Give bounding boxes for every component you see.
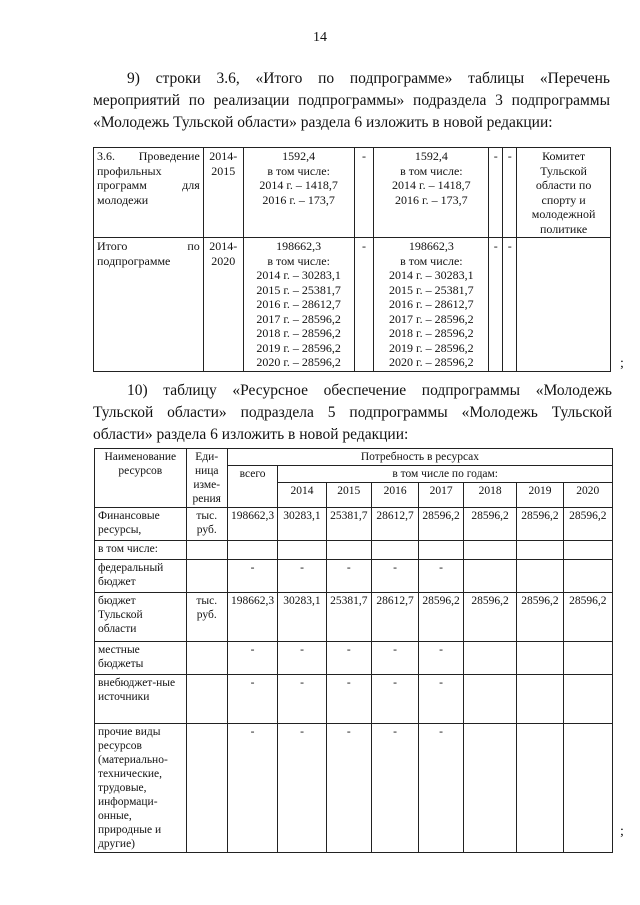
unit-header: Еди-ница изме-рения [186,449,227,508]
subtotal-word: по [187,239,200,253]
year-value-cell [563,642,612,675]
year-value-cell [517,541,563,560]
total-line: 2017 г. – 28596,2 [256,311,341,326]
resource-name-cell: федеральный бюджет [95,560,187,593]
total-line: в том числе: [267,163,330,178]
year-value-cell: - [419,675,464,724]
year-value-cell: - [419,724,464,853]
year-value-cell: 28596,2 [419,593,464,642]
year-value-cell [517,642,563,675]
resource-name-cell: в том числе: [95,541,187,560]
unit-cell [186,642,227,675]
budget-line: 2020 г. – 28596,2 [389,355,474,369]
table-row [94,238,611,372]
year-value-cell: - [419,560,464,593]
year-value-cell: 28596,2 [463,593,516,642]
year-value-cell: - [371,642,418,675]
activity-name-word: Проведение [138,149,200,163]
budget-line: 2019 г. – 28596,2 [389,340,474,355]
unit-cell [186,541,227,560]
year-header: 2020 [563,483,612,508]
executor-line: Тульской [540,163,587,178]
year-header: 2015 [326,483,371,508]
budget-line: в том числе: [400,253,463,268]
page-number: 14 [313,30,327,45]
activity-name-word: молодежи [97,192,149,207]
year-value-cell: 28596,2 [563,593,612,642]
unit-cell: тыс. руб. [186,593,227,642]
table-row [95,642,613,675]
budget-line: 2015 г. – 25381,7 [389,282,474,297]
resource-name-cell: местные бюджеты [95,642,187,675]
total-line: 1592,4 [282,149,316,163]
total-line: 2015 г. – 25381,7 [256,282,341,297]
budget-line: 1592,4 [414,149,448,163]
total-value-cell: - [227,642,277,675]
year-header: 2018 [463,483,516,508]
year-value-cell [517,560,563,593]
item-9-line: мероприятий по реализации подпрограммы» подраздела 3 подпрограммы [93,92,610,109]
year-value-cell: 28596,2 [517,508,563,541]
budget-cell [374,148,489,238]
budget-line: 2014 г. – 1418,7 [392,178,471,192]
year-value-cell: - [278,560,326,593]
years-cell: 2014-2015 [203,148,243,238]
year-header: 2014 [278,483,326,508]
year-value-cell: 28596,2 [563,508,612,541]
total-line: 2016 г. – 173,7 [262,192,335,207]
table-row [95,560,613,593]
total-line: 2018 г. – 28596,2 [256,326,341,340]
year-value-cell [563,724,612,853]
item-9-line: 9) строки 3.6, «Итого по подпрограмме» таблицы «Перечень [127,70,610,87]
subtotal-word: подпрограмме [97,253,171,268]
year-value-cell: - [419,642,464,675]
year-value-cell [517,724,563,853]
total-line: 2016 г. – 28612,7 [256,297,341,311]
budget-line: 198662,3 [408,239,454,253]
unit-cell [186,675,227,724]
resource-name-cell: прочие виды ресурсов (материально-технические, трудовые, информаци-онные, природные и другие) [95,724,187,853]
unit-cell [186,560,227,593]
activity-name-word: профильных [97,163,162,178]
year-value-cell: - [326,560,371,593]
executor-cell [517,148,611,238]
year-value-cell [278,541,326,560]
resource-name-cell: внебюджет-ные источники [95,675,187,724]
year-value-cell [371,541,418,560]
total-cell [243,238,354,372]
total-cell [243,148,354,238]
total-value-cell [227,541,277,560]
table-row [95,675,613,724]
executor-cell [517,238,611,372]
executor-line: области по [535,178,592,192]
year-value-cell: 30283,1 [278,593,326,642]
year-value-cell [463,560,516,593]
year-value-cell [463,675,516,724]
year-value-cell [463,724,516,853]
activity-name-word: для [182,178,200,192]
year-value-cell [463,541,516,560]
total-value-cell: 198662,3 [227,508,277,541]
budget-line: 2014 г. – 30283,1 [389,268,474,282]
total-value-cell: - [227,724,277,853]
unit-cell: тыс. руб. [186,508,227,541]
total-line: 2019 г. – 28596,2 [256,340,341,355]
activities-table [93,147,611,372]
year-value-cell: - [326,724,371,853]
total-value-cell: - [227,675,277,724]
budget-line: 2018 г. – 28596,2 [389,326,474,340]
resources-table [94,448,613,853]
year-value-cell: - [278,675,326,724]
table-row [95,541,613,560]
resource-name-cell: бюджет Тульской области [95,593,187,642]
resource-name-header: Наименование ресурсов [95,449,187,508]
total-line: 198662,3 [276,239,322,253]
table-row [95,593,613,642]
subtotal-word: Итого [97,239,128,253]
item-10-paragraph [93,380,612,446]
year-value-cell: - [326,675,371,724]
item-9-paragraph [93,68,610,134]
total-line: 2014 г. – 1418,7 [259,178,338,192]
need-header: Потребность в ресурсах [227,449,612,466]
dash-cell: - [503,238,517,372]
item-9-line: «Молодежь Тульской области» раздела 6 изложить в новой редакции: [93,114,553,131]
executor-line: спорту и [541,192,586,207]
resource-name-cell: Финансовые ресурсы, [95,508,187,541]
item-10-line: области» раздела 6 изложить в новой редакции: [93,426,409,443]
semicolon: ; [620,824,624,839]
year-value-cell: 28596,2 [419,508,464,541]
year-value-cell: - [326,642,371,675]
budget-line: в том числе: [400,163,463,178]
item-10-line: 10) таблицу «Ресурсное обеспечение подпрограммы «Молодежь [127,382,612,399]
dash-cell: - [489,238,503,372]
activity-name-word: программ [97,178,147,192]
executor-line: молодежной [531,207,596,221]
budget-line: 2017 г. – 28596,2 [389,311,474,326]
resources-body [95,508,613,853]
by-years-header: в том числе по годам: [278,466,613,483]
year-value-cell: - [371,560,418,593]
year-value-cell: - [371,724,418,853]
blank-cell: - [354,148,374,238]
year-value-cell [463,642,516,675]
activity-name-cell [94,148,204,238]
year-header: 2016 [371,483,418,508]
year-value-cell: 28596,2 [517,593,563,642]
dash-cell: - [503,148,517,238]
year-value-cell: 25381,7 [326,508,371,541]
years-cell: 2014-2020 [203,238,243,372]
year-value-cell: 25381,7 [326,593,371,642]
year-value-cell: 30283,1 [278,508,326,541]
total-value-cell: 198662,3 [227,593,277,642]
table-row [95,449,613,466]
dash-cell: - [489,148,503,238]
year-header: 2019 [517,483,563,508]
subtotal-name-cell [94,238,204,372]
year-value-cell [517,675,563,724]
total-line: 2014 г. – 30283,1 [256,268,341,282]
year-value-cell: - [278,642,326,675]
executor-line: политике [539,221,588,236]
activity-number: 3.6. [97,149,115,163]
year-value-cell [563,541,612,560]
semicolon: ; [620,356,624,371]
year-value-cell: - [371,675,418,724]
year-value-cell [563,560,612,593]
table-row [95,508,613,541]
blank-cell: - [354,238,374,372]
total-header: всего [227,466,277,508]
year-header: 2017 [419,483,464,508]
year-value-cell [563,675,612,724]
total-line: 2020 г. – 28596,2 [256,355,341,369]
total-line: в том числе: [267,253,330,268]
total-value-cell: - [227,560,277,593]
executor-line: Комитет [542,149,586,163]
item-10-line: Тульской области» подраздела 5 подпрограммы «Молодежь Тульской [93,404,612,421]
year-value-cell [419,541,464,560]
budget-line: 2016 г. – 28612,7 [389,297,474,311]
year-value-cell: 28596,2 [463,508,516,541]
year-value-cell: - [278,724,326,853]
budget-line: 2016 г. – 173,7 [395,192,468,207]
year-value-cell: 28612,7 [371,508,418,541]
unit-cell [186,724,227,853]
year-value-cell [326,541,371,560]
budget-cell [374,238,489,372]
year-value-cell: 28612,7 [371,593,418,642]
table-row [95,724,613,853]
table-row [94,148,611,238]
